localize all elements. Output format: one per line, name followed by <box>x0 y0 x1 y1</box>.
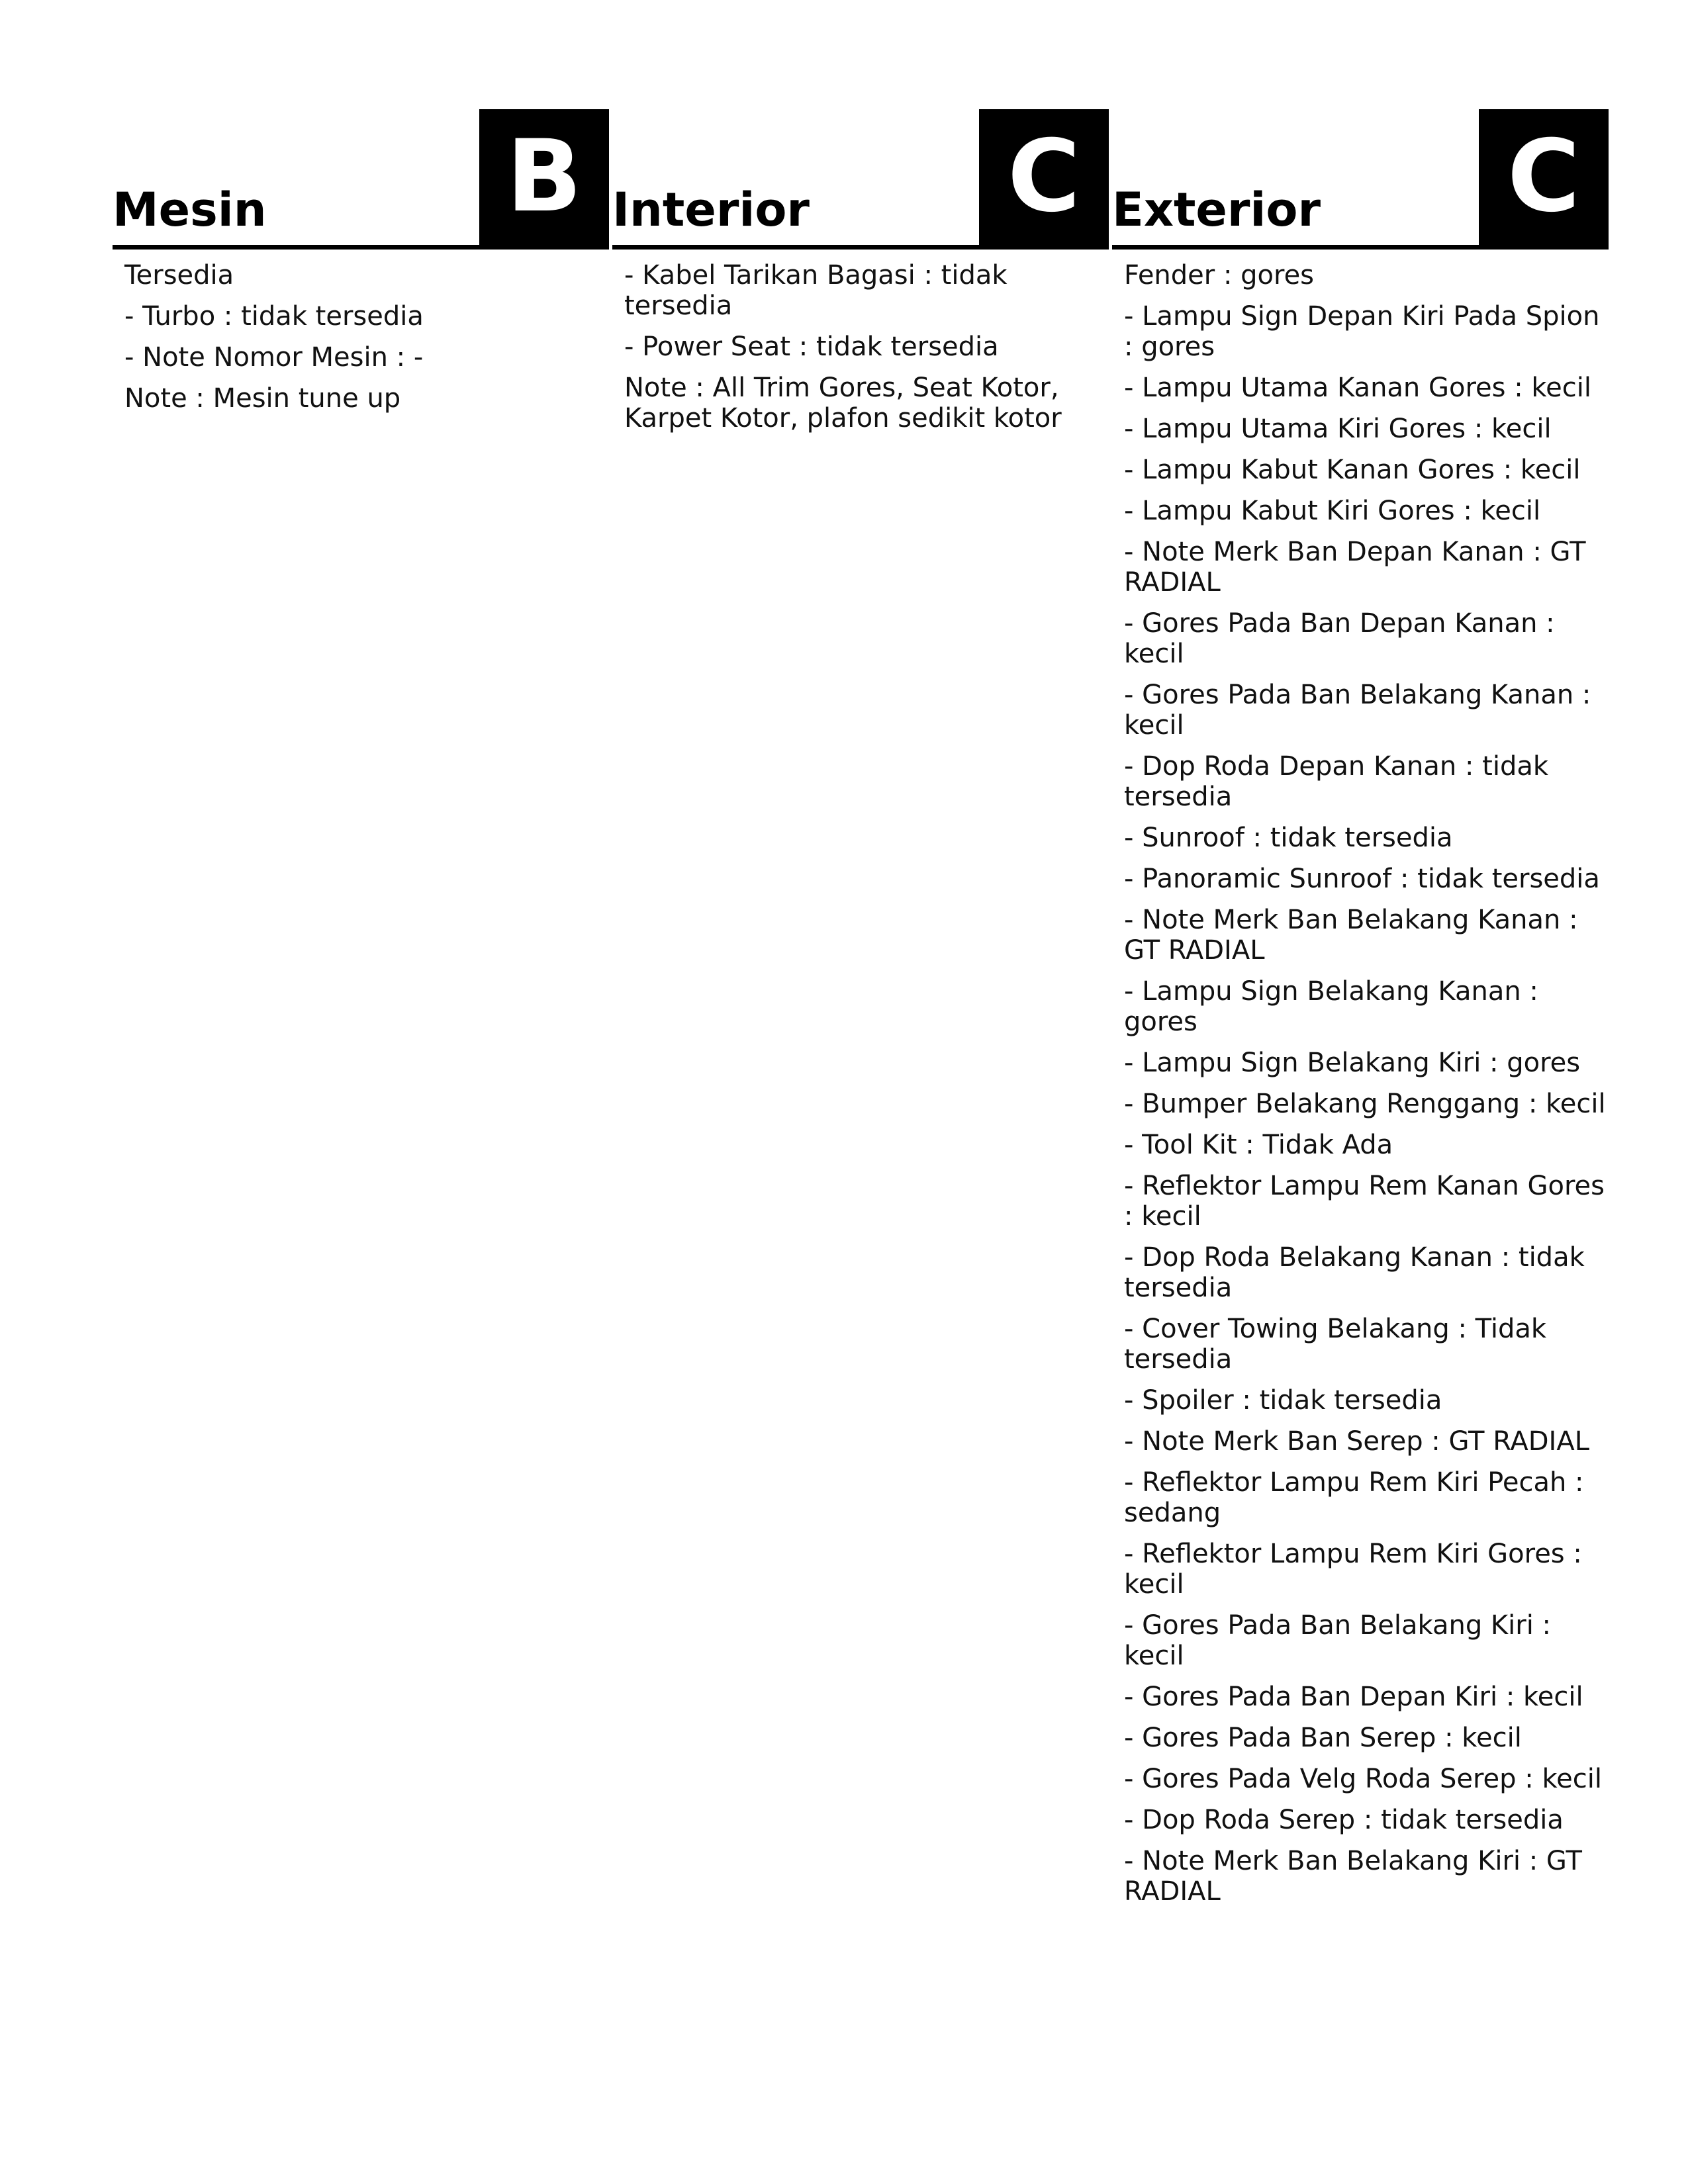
list-item: Note : All Trim Gores, Seat Kotor, Karpet Kotor, plafon sedikit kotor <box>624 373 1062 433</box>
section-exterior <box>1112 109 1609 1917</box>
list-item: - Gores Pada Ban Serep : kecil <box>1124 1723 1522 1753</box>
list-item: - Kabel Tarikan Bagasi : tidak tersedia <box>624 260 1008 321</box>
list-item: - Lampu Utama Kanan Gores : kecil <box>1124 373 1591 403</box>
list-item: - Gores Pada Velg Roda Serep : kecil <box>1124 1764 1603 1794</box>
list-item: - Reflektor Lampu Rem Kiri Pecah : sedang <box>1124 1467 1584 1528</box>
list-item: - Lampu Sign Belakang Kiri : gores <box>1124 1048 1581 1078</box>
section-header <box>612 109 1109 250</box>
section-header <box>1112 109 1609 250</box>
list-item: - Tool Kit : Tidak Ada <box>1124 1130 1393 1160</box>
list-item: - Power Seat : tidak tersedia <box>624 332 999 362</box>
section-title: Exterior <box>1112 183 1321 237</box>
list-item: - Note Merk Ban Belakang Kanan : GT RADIAL <box>1124 905 1578 966</box>
list-item: - Lampu Kabut Kiri Gores : kecil <box>1124 496 1541 526</box>
grade-badge: B <box>479 109 609 245</box>
item-list <box>612 250 1109 433</box>
list-item: - Bumper Belakang Renggang : kecil <box>1124 1089 1606 1119</box>
list-item: - Dop Roda Depan Kanan : tidak tersedia <box>1124 751 1549 812</box>
item-list <box>1112 250 1609 1907</box>
list-item: - Cover Towing Belakang : Tidak tersedia <box>1124 1314 1547 1375</box>
list-item: - Turbo : tidak tersedia <box>124 301 424 332</box>
list-item: - Dop Roda Serep : tidak tersedia <box>1124 1805 1564 1835</box>
list-item: - Lampu Sign Depan Kiri Pada Spion : gores <box>1124 301 1600 362</box>
list-item: Note : Mesin tune up <box>124 383 401 414</box>
list-item: - Lampu Sign Belakang Kanan : gores <box>1124 976 1538 1037</box>
grade-badge: C <box>979 109 1109 245</box>
list-item: Tersedia <box>124 260 234 291</box>
grade-badge: C <box>1479 109 1609 245</box>
section-header <box>113 109 609 250</box>
list-item: - Gores Pada Ban Belakang Kanan : kecil <box>1124 680 1591 741</box>
list-item: - Panoramic Sunroof : tidak tersedia <box>1124 864 1600 894</box>
list-item: - Lampu Utama Kiri Gores : kecil <box>1124 414 1552 444</box>
list-item: - Note Merk Ban Belakang Kiri : GT RADIAL <box>1124 1846 1582 1907</box>
list-item: - Gores Pada Ban Belakang Kiri : kecil <box>1124 1610 1552 1671</box>
list-item: - Gores Pada Ban Depan Kanan : kecil <box>1124 608 1555 669</box>
list-item: Fender : gores <box>1124 260 1315 291</box>
item-list <box>113 250 609 414</box>
section-interior <box>612 109 1109 444</box>
list-item: - Lampu Kabut Kanan Gores : kecil <box>1124 455 1581 485</box>
list-item: - Gores Pada Ban Depan Kiri : kecil <box>1124 1682 1583 1712</box>
list-item: - Note Merk Ban Serep : GT RADIAL <box>1124 1426 1589 1457</box>
list-item: - Reflektor Lampu Rem Kiri Gores : kecil <box>1124 1539 1582 1600</box>
list-item: - Sunroof : tidak tersedia <box>1124 823 1453 853</box>
list-item: - Note Merk Ban Depan Kanan : GT RADIAL <box>1124 537 1586 598</box>
list-item: - Note Nomor Mesin : - <box>124 342 424 373</box>
list-item: - Dop Roda Belakang Kanan : tidak tersedia <box>1124 1242 1585 1303</box>
list-item: - Spoiler : tidak tersedia <box>1124 1385 1442 1416</box>
section-title: Mesin <box>113 183 267 237</box>
section-title: Interior <box>612 183 810 237</box>
section-mesin <box>113 109 609 424</box>
list-item: - Reflektor Lampu Rem Kanan Gores : kecil <box>1124 1171 1605 1232</box>
